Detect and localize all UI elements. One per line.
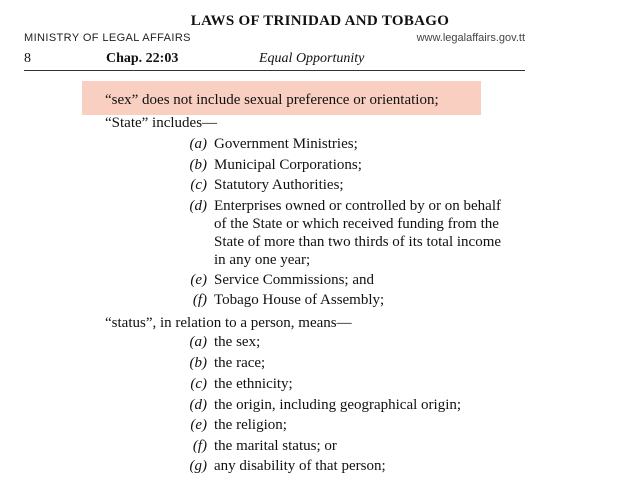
chapter-number: Chap. 22:03 xyxy=(106,51,179,66)
state-item-label: (e) xyxy=(190,272,207,288)
status-item-text: the religion; xyxy=(214,417,287,433)
law-title: LAWS OF TRINIDAD AND TOBAGO xyxy=(190,13,450,29)
state-item-text: Municipal Corporations; xyxy=(214,157,362,173)
ministry-name: MINISTRY OF LEGAL AFFAIRS xyxy=(24,32,191,44)
status-item-label: (d) xyxy=(189,397,207,413)
state-item-text: of the State or which received funding from the xyxy=(214,216,499,232)
state-item-label: (c) xyxy=(190,177,207,193)
status-item-label: (g) xyxy=(189,458,207,474)
state-item-label: (f) xyxy=(192,292,207,308)
definition-sex: “sex” does not include sexual preference or orientation; xyxy=(105,92,439,108)
status-item-text: any disability of that person; xyxy=(214,458,386,474)
definition-status: “status”, in relation to a person, means— xyxy=(105,315,352,331)
state-item-text: Tobago House of Assembly; xyxy=(214,292,385,308)
page-number: 8 xyxy=(24,51,31,66)
state-item-text: Enterprises owned or controlled by or on behalf xyxy=(214,198,501,214)
header-rule xyxy=(24,70,525,71)
status-item-label: (b) xyxy=(189,355,207,371)
status-item-label: (c) xyxy=(190,376,207,392)
status-item-text: the marital status; or xyxy=(214,438,337,454)
status-item-label: (f) xyxy=(192,438,207,454)
state-item-text: Service Commissions; and xyxy=(214,272,374,288)
act-name: Equal Opportunity xyxy=(259,51,365,66)
state-item-text: in any one year; xyxy=(214,252,311,268)
status-item-text: the race; xyxy=(214,355,266,371)
state-item-label: (a) xyxy=(189,136,207,152)
definition-state: “State” includes— xyxy=(105,115,218,131)
state-item-label: (b) xyxy=(189,157,207,173)
website-url: www.legalaffairs.gov.tt xyxy=(416,32,525,44)
state-item-text: Government Ministries; xyxy=(214,136,358,152)
status-item-label: (a) xyxy=(189,334,207,350)
state-item-label: (d) xyxy=(189,198,207,214)
status-item-text: the sex; xyxy=(214,334,261,350)
state-item-text: State of more than two thirds of its total income xyxy=(214,234,502,250)
status-item-text: the ethnicity; xyxy=(214,376,293,392)
status-item-text: the origin, including geographical origin; xyxy=(214,397,462,413)
state-item-text: Statutory Authorities; xyxy=(214,177,344,193)
status-item-label: (e) xyxy=(190,417,207,433)
